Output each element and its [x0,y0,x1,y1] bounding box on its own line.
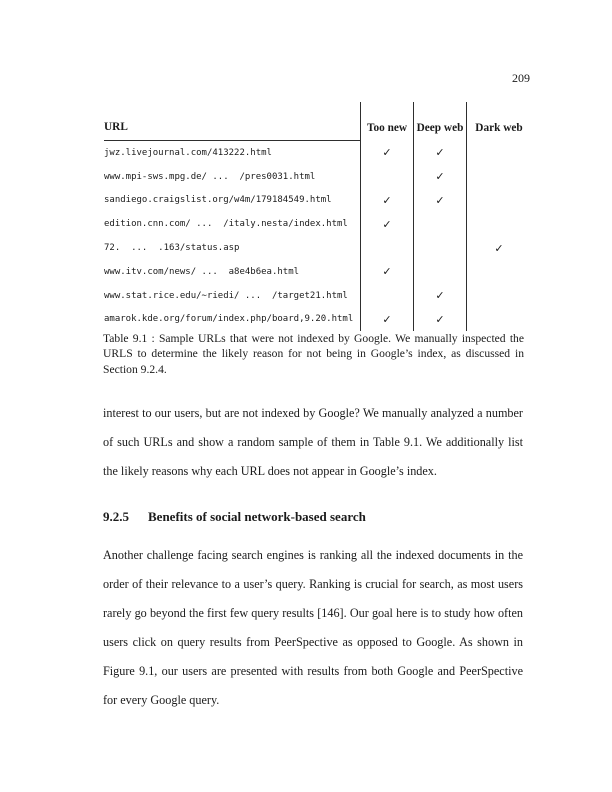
paragraph-2: Another challenge facing search engines is ranking all the indexed documents in the order of their relevance to a user’s query. Ranking is crucial for search, as most users rarely go beyond the first few query results [146]. Our goal here is to study how often users click on query results from PeerSpective as opposed to Google. As shown in Figure 9.1, our users are presented with results from both Google and PeerSpective for every Google query. [103,548,523,707]
url-cell: www.mpi-sws.mpg.de/ ... /pres0031.html [104,171,316,182]
table-row [104,236,531,260]
section-title: Benefits of social network-based search [148,509,366,524]
deep-web-cell: ✓ [414,141,467,165]
table-header-row [104,102,531,141]
url-cell: sandiego.craigslist.org/w4m/179184549.html [104,195,332,206]
url-cell: edition.cnn.com/ ... /italy.nesta/index.html [104,219,348,230]
section-number: 9.2.5 [103,509,129,524]
too-new-cell: ✓ [361,189,414,213]
too-new-cell [361,284,414,308]
table-row [104,260,531,284]
deep-web-cell [414,212,467,236]
column-header-url: URL [104,102,361,141]
paragraph-1: interest to our users, but are not indexed by Google? We manually analyzed a number of such URLs and show a random sample of them in Table 9.1. We additionally list the likely reasons why each URL does not appear in Google’s index. [103,406,523,478]
dark-web-cell [467,141,532,165]
table-caption: Table 9.1 : Sample URLs that were not indexed by Google. We manually inspected the URLS to determine the likely reason for not being in Google’s index, as discussed in Section 9.2.4. [103,332,524,376]
too-new-cell: ✓ [361,308,414,332]
dark-web-cell [467,212,532,236]
url-cell: www.itv.com/news/ ... a8e4b6ea.html [104,266,300,277]
table-row [104,141,531,165]
table-row [104,212,531,236]
table-row [104,284,531,308]
table-row [104,189,531,213]
table-body [104,141,531,332]
table-row [104,165,531,189]
too-new-cell: ✓ [361,260,414,284]
url-cell: jwz.livejournal.com/413222.html [104,147,272,158]
deep-web-cell: ✓ [414,189,467,213]
page-number: 209 [512,71,530,85]
url-cell: amarok.kde.org/forum/index.php/board,9.20.html [104,314,354,325]
too-new-cell: ✓ [361,141,414,165]
dark-web-cell [467,189,532,213]
table-9-1 [104,102,531,331]
dark-web-cell [467,284,532,308]
dark-web-cell [467,308,532,332]
deep-web-cell: ✓ [414,308,467,332]
column-header-deep-web: Deep web [414,102,467,141]
dark-web-cell [467,260,532,284]
column-header-dark-web: Dark web [467,102,532,141]
url-cell: www.stat.rice.edu/∼riedi/ ... /target21.html [104,290,348,301]
dark-web-cell [467,165,532,189]
too-new-cell: ✓ [361,212,414,236]
table-row [104,308,531,332]
too-new-cell [361,236,414,260]
column-header-too-new: Too new [361,102,414,141]
too-new-cell [361,165,414,189]
deep-web-cell: ✓ [414,165,467,189]
deep-web-cell: ✓ [414,284,467,308]
dark-web-cell: ✓ [467,236,532,260]
deep-web-cell [414,260,467,284]
section-heading [103,509,366,525]
url-cell: 72. ... .163/status.asp [104,243,240,254]
deep-web-cell [414,236,467,260]
